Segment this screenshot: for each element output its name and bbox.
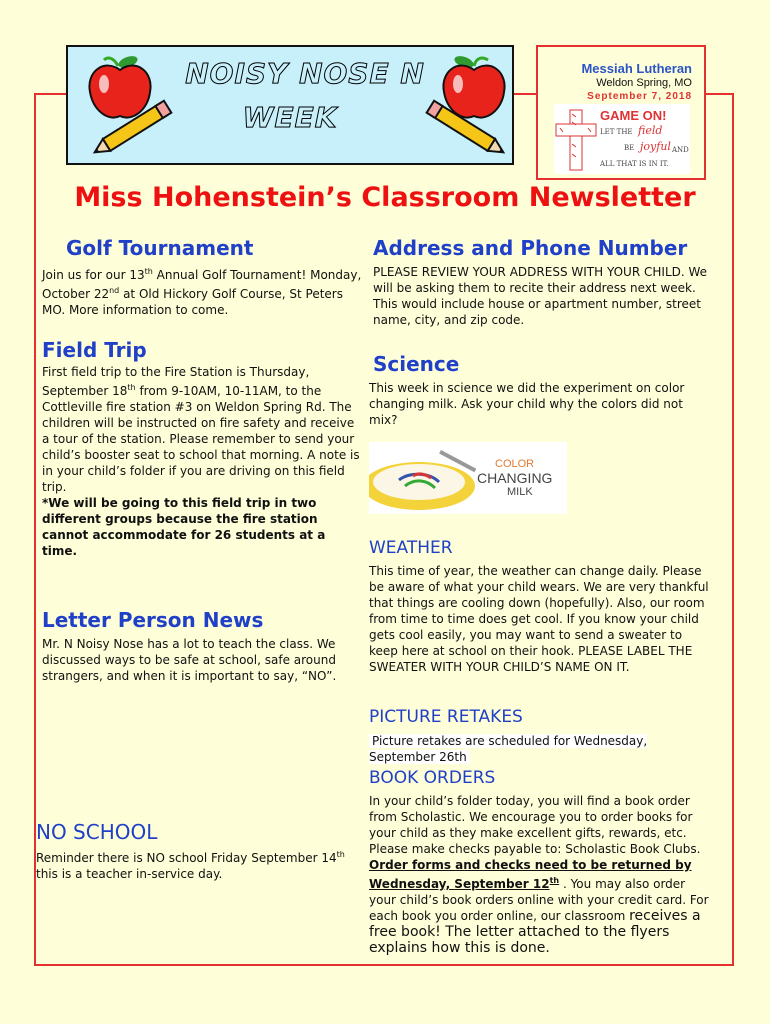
no-school-heading: NO SCHOOL [36, 820, 158, 844]
milk-image-text: MILK [507, 486, 533, 498]
game-on-script: field [638, 124, 663, 137]
game-on-image [554, 104, 690, 174]
game-on-script: joyful [640, 140, 671, 153]
game-on-text: LET THE [600, 128, 633, 136]
address-heading: Address and Phone Number [373, 236, 688, 260]
banner-title-line2: WEEK [242, 101, 338, 134]
pencil-icon [84, 96, 180, 162]
milk-image-text: COLOR [495, 458, 535, 470]
banner-title-line1: NOISY NOSE N [185, 57, 425, 90]
field-trip-heading: Field Trip [42, 338, 147, 362]
field-trip-body: First field trip to the Fire Station is Thursday, September 18th from 9-10AM, 10-11AM, to the Cottleville fire station #3 on Weldon Spring Rd. The children will be instructed on fire safety and receive a tour of the station. Please remember to send your child’s booster seat to school that morning. A note is in your child’s folder if you are driving on this field trip. *We will be going to this field trip in two different groups because the fire station cannot accommodate for 26 students at a time. [42, 365, 360, 558]
color-changing-milk-image [369, 442, 567, 514]
golf-body: Join us for our 13th Annual Golf Tournament! Monday, October 22nd at Old Hickory Golf Course, St Peters MO. More information to come. [42, 267, 362, 317]
golf-heading: Golf Tournament [66, 236, 254, 260]
letter-person-heading: Letter Person News [42, 608, 264, 632]
address-body: PLEASE REVIEW YOUR ADDRESS WITH YOUR CHILD. We will be asking them to recite their address next week. This would include house or apartment number, street name, city, and zip code. [373, 265, 708, 327]
no-school-body: Reminder there is NO school Friday September 14th this is a teacher in-service day. [36, 850, 345, 881]
newsletter-date: September 7, 2018 [587, 91, 692, 102]
milk-plate-icon [369, 442, 489, 514]
book-orders-body: In your child’s folder today, you will find a book order from Scholastic. We encourage you to order books for your child as they make excellent gifts, rewards, etc. Please make checks payable to: Scholastic Book Clubs. Order forms and checks need to be returned by Wednesday, September 12th . You may also order your child’s book orders online with your credit card. For each book you order online, our classroom receives a free book! The letter attached to the flyers explains how this is done. [369, 794, 709, 956]
letter-person-body: Mr. N Noisy Nose has a lot to teach the class. We discussed ways to be safe at school, safe around strangers, and when it is important to say, “NO”. [42, 637, 337, 683]
game-on-text: ALL THAT IS IN IT. [600, 160, 669, 168]
milk-image-text: CHANGING [477, 470, 553, 486]
school-city: Weldon Spring, MO [596, 77, 692, 89]
school-name: Messiah Lutheran [581, 61, 692, 76]
weather-body: This time of year, the weather can change daily. Please be aware of what your child wears. We are very thankful that things are cooling down (hopefully). Also, our room from time to time does get cool. If you know your child gets cool easily, you may want to send a sweater to keep here at school on their hook. PLEASE LABEL THE SWEATER WITH YOUR CHILD’S NAME ON IT. [369, 564, 709, 674]
retakes-body: Picture retakes are scheduled for Wednesday, September 26th [369, 734, 648, 764]
retakes-heading: PICTURE RETAKES [369, 707, 523, 727]
science-heading: Science [373, 352, 460, 376]
weather-heading: WEATHER [369, 538, 453, 558]
baseball-cross-icon [554, 104, 600, 174]
book-orders-heading: BOOK ORDERS [369, 768, 496, 788]
newsletter-title: Miss Hohenstein’s Classroom Newsletter [74, 182, 696, 213]
game-on-text: BE [624, 144, 635, 152]
game-on-text: AND [672, 146, 689, 154]
game-on-title: GAME ON! [600, 108, 667, 123]
science-body: This week in science we did the experiment on color changing milk. Ask your child why the colors did not mix? [369, 381, 685, 427]
pencil-icon [418, 96, 514, 162]
